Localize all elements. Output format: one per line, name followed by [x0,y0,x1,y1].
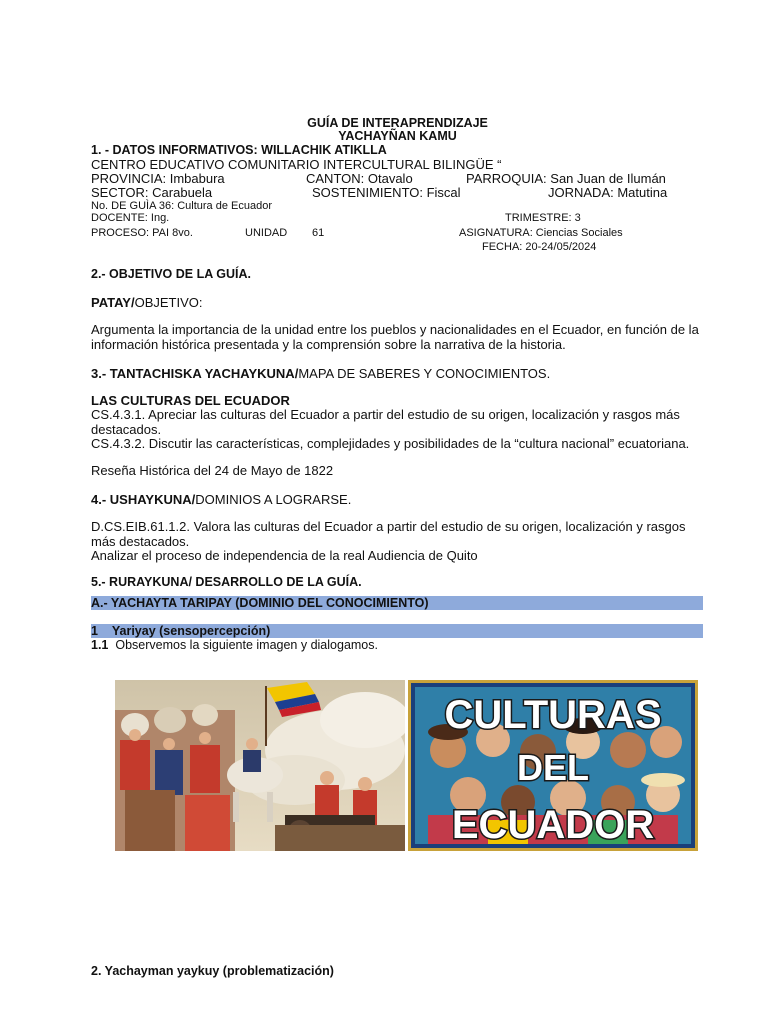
objective-text: Argumenta la importancia de la unidad entre los pueblos y nacionalidades en el Ecuador, en función de la información histórica presentada y la comprensión sobre la narrativa de la historia. [91,322,699,352]
item-1-1 [91,638,378,652]
bar-yariyay-label: Yariyay (sensopercepción) [111,624,271,638]
section-4-heading [91,492,351,507]
culturas-poster-illustration [408,680,698,851]
bar-yariyay-number: 1 [91,624,98,638]
jornada-field: JORNADA: Matutina [548,185,668,200]
section-3-heading-rest: MAPA DE SABERES Y CONOCIMIENTOS. [298,366,551,381]
poster-title-line1: CULTURAS [444,693,662,737]
sostenimiento-field: SOSTENIMIENTO: Fiscal [312,185,461,200]
provincia-field: PROVINCIA: Imbabura [91,171,225,186]
poster-title-line3: ECUADOR [451,803,655,847]
poster-title-line2: DEL [517,747,589,788]
canton-field: CANTON: Otavalo [306,171,413,186]
guia-number: No. DE GUÌA 36: Cultura de Ecuador [91,200,272,212]
unidad-label: UNIDAD [245,227,288,239]
dcs-text: D.CS.EIB.61.1.2. Valora las culturas del Ecuador a partir del estudio de su origen, localización y rasgos más destacados. [91,519,686,549]
parroquia-field: PARROQUIA: San Juan de Ilumán [466,171,666,186]
section-2-problematizacion: 2. Yachayman yaykuy (problematización) [91,964,334,978]
patay-objetivo: OBJETIVO: [134,295,203,310]
bar-yariyay [91,624,703,638]
guide-title: GUÍA DE INTERAPRENDIZAJE [307,116,488,130]
section-4-heading-bold: 4.- USHAYKUNA/ [91,492,196,507]
analizar-line: Analizar el proceso de independencia de la real Audiencia de Quito [91,548,478,563]
cs-4-3-1: CS.4.3.1. Apreciar las culturas del Ecuador a partir del estudio de su origen, localización y rasgos más destacados. [91,407,680,437]
section-4-heading-rest: DOMINIOS A LOGRARSE. [195,492,352,507]
cs-4-3-2: CS.4.3.2. Discutir las características, complejidades y posibilidades de la “cultura nacional” ecuatoriana. [91,436,690,451]
proceso-field: PROCESO: PAI 8vo. [91,227,193,239]
sector-field: SECTOR: Carabuela [91,185,213,200]
patay-line [91,295,203,310]
patay-label: PATAY/ [91,295,135,310]
section-2-heading: 2.- OBJETIVO DE LA GUÍA. [91,267,251,281]
fecha-field: FECHA: 20-24/05/2024 [482,241,597,253]
item-1-1-text: Observemos la siguiente imagen y dialogamos. [115,638,378,652]
item-1-1-number: 1.1 [91,638,109,652]
battle-scene-image [115,680,405,851]
bar-yachayta-taripay: A.- YACHAYTA TARIPAY (DOMINIO DEL CONOCIMIENTO) [91,596,703,610]
docente-field: DOCENTE: Ing. [91,212,170,224]
resena-line: Reseña Histórica del 24 de Mayo de 1822 [91,463,334,478]
section-3-heading-bold: 3.- TANTACHISKA YACHAYKUNA/ [91,366,299,381]
culturas-subheading: LAS CULTURAS DEL ECUADOR [91,393,290,408]
trimestre-field: TRIMESTRE: 3 [505,212,581,224]
asignatura-field: ASIGNATURA: Ciencias Sociales [459,227,623,239]
section-3-heading [91,366,550,381]
section-5-heading: 5.- RURAYKUNA/ DESARROLLO DE LA GUÍA. [91,575,362,589]
unidad-number: 61 [312,227,325,239]
section-1-heading: 1. - DATOS INFORMATIVOS: WILLACHIK ATIKLLA [91,143,387,157]
centro-line: CENTRO EDUCATIVO COMUNITARIO INTERCULTURAL BILINGÜE “ [91,157,502,172]
guide-subtitle: YACHAYÑAN KAMU [338,129,457,143]
culturas-poster-image [408,680,698,851]
battle-scene-illustration [115,680,405,851]
